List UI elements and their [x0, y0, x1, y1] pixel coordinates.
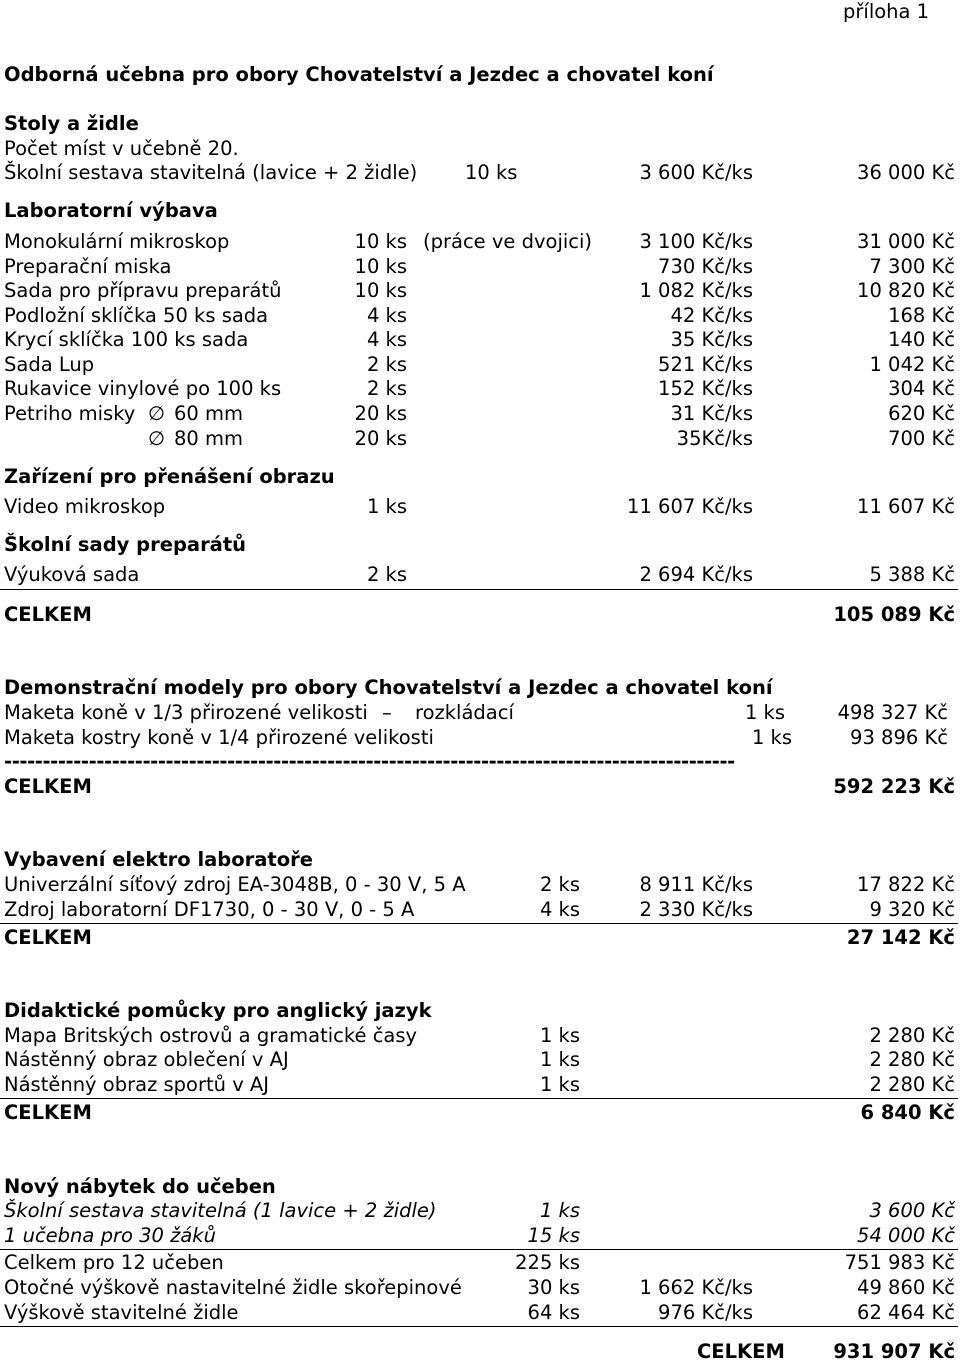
item-row: Sada pro přípravu preparátů 10 ks 1 082 Kč/ks 10 820 Kč: [4, 279, 955, 302]
section-1-total: CELKEM 105 089 Kč: [4, 603, 955, 626]
item-row: 1 učebna pro 30 žáků 15 ks 54 000 Kč: [4, 1224, 955, 1247]
section-3-title: Vybavení elektro laboratoře: [4, 848, 313, 871]
item-row-petri-80: ∅ 80 mm 20 ks 35Kč/ks 700 Kč: [148, 427, 955, 450]
item-row: Výškově stavitelné židle 64 ks 976 Kč/ks 62 464 Kč: [4, 1301, 955, 1324]
item-row: Monokulární mikroskop 10 ks (práce ve dvojici) 3 100 Kč/ks 31 000 Kč: [4, 230, 955, 253]
diameter-icon: ∅: [148, 427, 165, 450]
item-row: Školní sestava stavitelná (1 lavice + 2 židle) 1 ks 3 600 Kč: [4, 1199, 955, 1222]
item-row: Sada Lup 2 ks 521 Kč/ks 1 042 Kč: [4, 353, 955, 376]
item-row: Celkem pro 12 učeben 225 ks 751 983 Kč: [4, 1251, 955, 1274]
section-4-total: CELKEM 6 840 Kč: [4, 1101, 955, 1124]
separator-line: [0, 1326, 958, 1327]
section-4-title: Didaktické pomůcky pro anglický jazyk: [4, 999, 432, 1022]
separator-line: [0, 923, 958, 924]
item-row: Otočné výškově nastavitelné židle skořepinové 30 ks 1 662 Kč/ks 49 860 Kč: [4, 1276, 955, 1299]
section-3-total: CELKEM 27 142 Kč: [4, 926, 955, 949]
attachment-label: příloha 1: [843, 0, 930, 23]
item-row: Video mikroskop 1 ks 11 607 Kč/ks 11 607 Kč: [4, 495, 955, 518]
section-2-title: Demonstrační modely pro obory Chovatelství a Jezdec a chovatel koní: [4, 676, 773, 699]
subsection-prenaseni-obrazu: Zařízení pro přenášení obrazu: [4, 465, 335, 488]
section-5-title: Nový nábytek do učeben: [4, 1175, 276, 1198]
item-row-petri-60: Petriho misky ∅ 60 mm 20 ks 31 Kč/ks 620 Kč: [4, 402, 955, 425]
item-row: Podložní sklíčka 50 ks sada 4 ks 42 Kč/ks 168 Kč: [4, 304, 955, 327]
section-1-title: Odborná učebna pro obory Chovatelství a Jezdec a chovatel koní: [4, 63, 714, 86]
section-5-total: CELKEM 931 907 Kč: [697, 1340, 955, 1363]
item-row: Školní sestava stavitelná (lavice + 2 židle) 10 ks 3 600 Kč/ks 36 000 Kč: [4, 161, 955, 184]
diameter-icon: ∅: [148, 402, 165, 425]
dashed-separator: -----------------------------------------------------------------------------------------------: [4, 750, 735, 773]
item-row: Krycí sklíčka 100 ks sada 4 ks 35 Kč/ks 140 Kč: [4, 328, 955, 351]
item-row: Preparační miska 10 ks 730 Kč/ks 7 300 Kč: [4, 255, 955, 278]
subsection-stoly-zidle: Stoly a židle: [4, 112, 139, 135]
item-row: Nástěnný obraz oblečení v AJ 1 ks 2 280 Kč: [4, 1048, 955, 1071]
subsection-laboratorni-vybava: Laboratorní výbava: [4, 199, 218, 222]
item-row: Nástěnný obraz sportů v AJ 1 ks 2 280 Kč: [4, 1073, 955, 1096]
item-row: Univerzální síťový zdroj EA-3048B, 0 - 30 V, 5 A 2 ks 8 911 Kč/ks 17 822 Kč: [4, 873, 955, 896]
seat-count: Počet míst v učebně 20.: [4, 137, 239, 160]
item-row: Zdroj laboratorní DF1730, 0 - 30 V, 0 - 5 A 4 ks 2 330 Kč/ks 9 320 Kč: [4, 898, 955, 921]
item-row: Maketa koně v 1/3 přirozené velikosti – rozkládací 1 ks 498 327 Kč: [4, 701, 948, 724]
separator-line: [0, 589, 958, 590]
separator-line: [0, 1098, 958, 1099]
page-header: [0, 0, 960, 24]
section-2-total: CELKEM 592 223 Kč: [4, 775, 955, 798]
separator-line: [0, 1249, 958, 1250]
item-row: Výuková sada 2 ks 2 694 Kč/ks 5 388 Kč: [4, 563, 955, 586]
item-row: Mapa Britských ostrovů a gramatické časy 1 ks 2 280 Kč: [4, 1024, 955, 1047]
item-row: Rukavice vinylové po 100 ks 2 ks 152 Kč/ks 304 Kč: [4, 377, 955, 400]
item-row: Maketa kostry koně v 1/4 přirozené velikosti 1 ks 93 896 Kč: [4, 726, 948, 749]
subsection-skolni-sady: Školní sady preparátů: [4, 533, 247, 556]
